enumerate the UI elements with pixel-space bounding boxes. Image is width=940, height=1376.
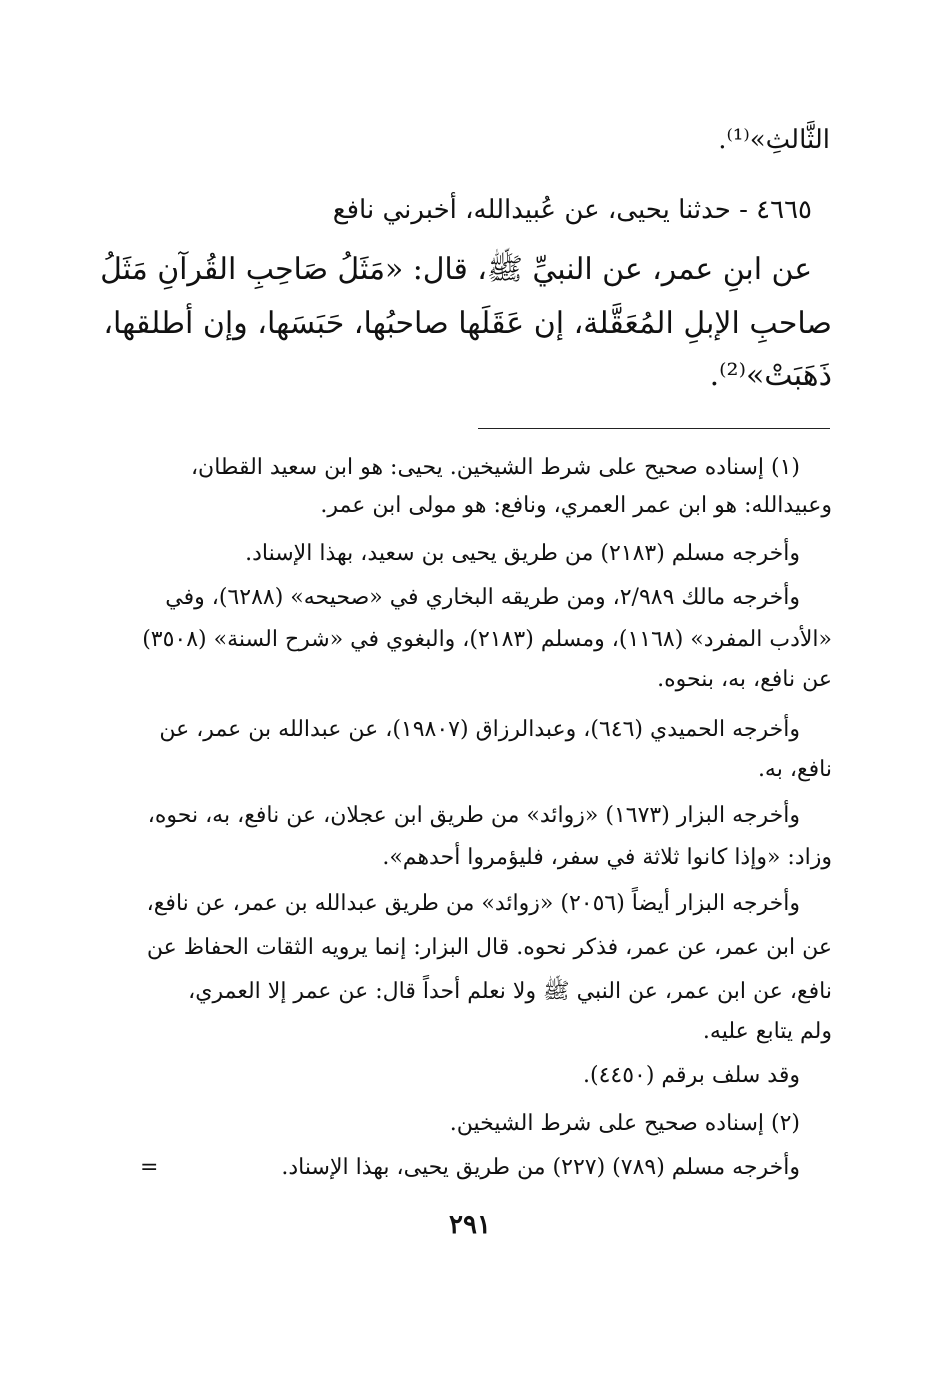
main-text-line: الثَّالثِ»⁽¹⁾. <box>718 125 830 155</box>
footnote-line: وأخرجه مسلم (٧٨٩) (٢٢٧) من طريق يحيى، بهذا الإسناد. <box>281 1155 800 1180</box>
footnote-line: نافع، به. <box>757 757 832 782</box>
hadith-number-line: ٤٦٦٥ - حدثنا يحيى، عن عُبيدالله، أخبرني نافع <box>332 195 812 225</box>
footnote-line: وأخرجه مالك ٢/٩٨٩، ومن طريقه البخاري في «صحيحه» (٦٢٨٨)، وفي <box>165 585 800 610</box>
footnote-line: وأخرجه البزار أيضاً (٢٠٥٦) «زوائد» من طريق عبدالله بن عمر، عن نافع، <box>146 891 800 916</box>
footnote-line: وعبيدالله: هو ابن عمر العمري، ونافع: هو مولى ابن عمر. <box>320 493 832 518</box>
footnote-line: وزاد: «وإذا كانوا ثلاثة في سفر، فليؤمروا أحدهم». <box>382 845 832 870</box>
footnote-line: وأخرجه الحميدي (٦٤٦)، وعبدالرزاق (١٩٨٠٧)، عن عبدالله بن عمر، عن <box>159 717 800 742</box>
footnote-line: (٢) إسناده صحيح على شرط الشيخين. <box>449 1111 800 1136</box>
footnote-line: ولم يتابع عليه. <box>702 1019 832 1044</box>
main-text-line: صاحبِ الإبلِ المُعَقَّلة، إن عَقَلَها صاحبُها، حَبَسَها، وإن أطلقها، <box>103 306 832 341</box>
page-number: ٢٩١ <box>449 1210 491 1240</box>
footnote-line: وأخرجه مسلم (٢١٨٣) من طريق يحيى بن سعيد، بهذا الإسناد. <box>245 541 800 566</box>
footnote-line: نافع، عن ابن عمر، عن النبي ﷺ ولا نعلم أحداً قال: عن عمر إلا العمري، <box>188 979 832 1004</box>
footnote-line: «الأدب المفرد» (١١٦٨)، ومسلم (٢١٨٣)، والبغوي في «شرح السنة» (٣٥٠٨) <box>142 627 832 652</box>
continuation-mark: = <box>140 1155 159 1180</box>
footnote-line: وقد سلف برقم (٤٤٥٠). <box>582 1063 800 1088</box>
footnote-line: عن نافع، به، بنحوه. <box>657 667 832 692</box>
footnote-line: (١) إسناده صحيح على شرط الشيخين. يحيى: هو ابن سعيد القطان، <box>190 455 800 480</box>
footnote-separator <box>478 428 830 429</box>
footnote-line: وأخرجه البزار (١٦٧٣) «زوائد» من طريق ابن عجلان، عن نافع، به، نحوه، <box>147 803 800 828</box>
footnote-line: عن ابن عمر، عن عمر، فذكر نحوه. قال البزار: إنما يرويه الثقات الحفاظ عن <box>146 935 832 960</box>
main-text-line: ذَهَبَتْ»⁽²⁾. <box>709 358 832 393</box>
main-text-line: عن ابنِ عمر، عن النبيِّ ﷺ، قال: «مَثَلُ صَاحِبِ القُرآنِ مَثَلُ <box>100 252 812 287</box>
